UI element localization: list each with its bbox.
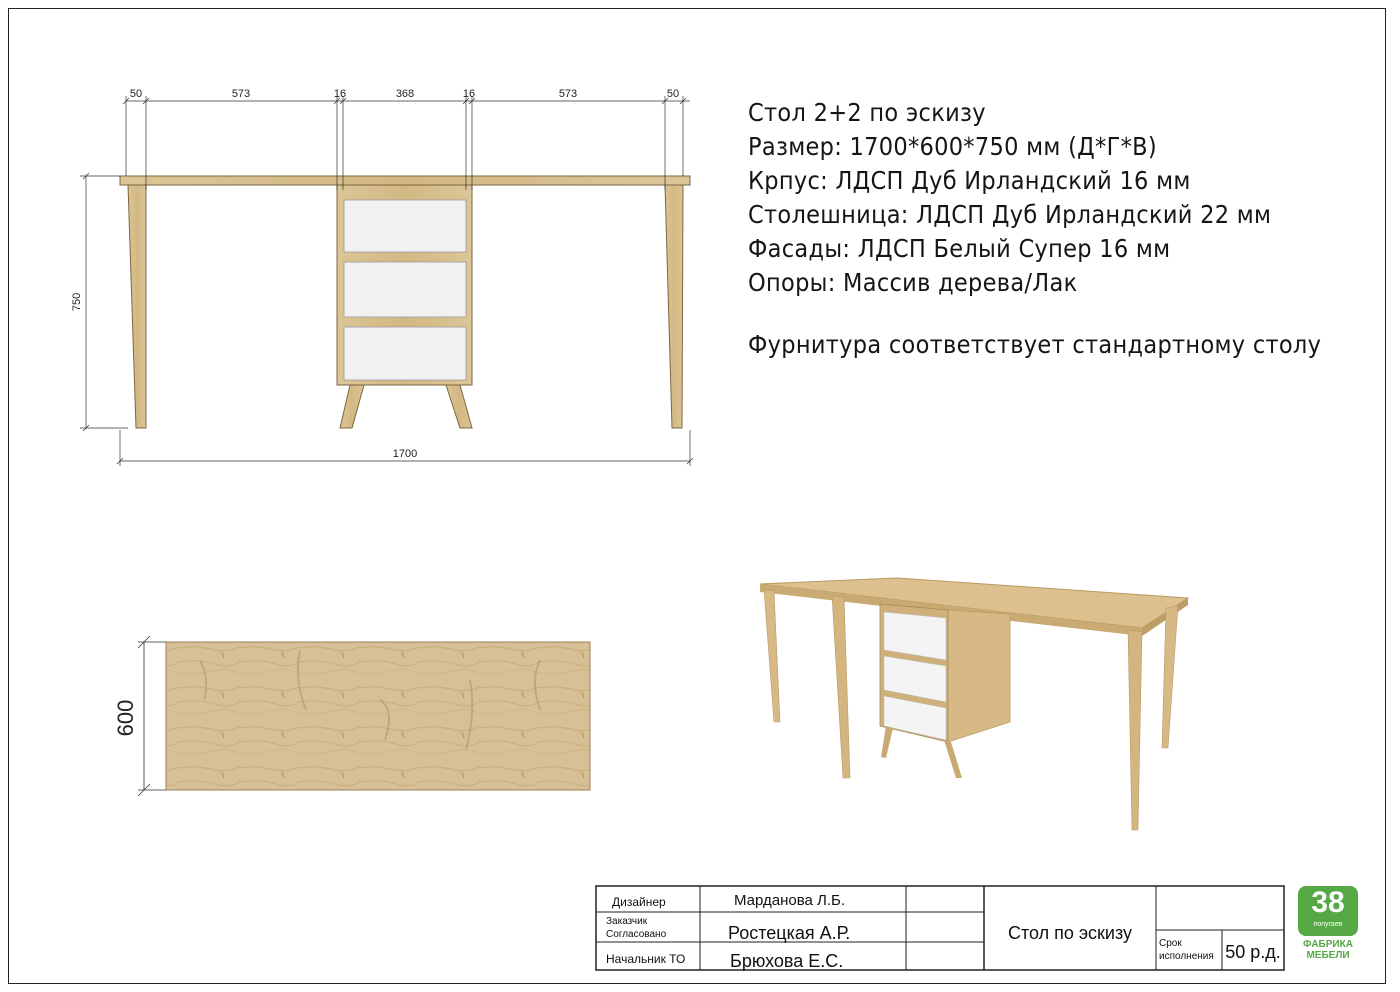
dim-length: 1700: [392, 448, 418, 460]
tb-role-3: Начальник ТО: [606, 952, 686, 966]
logo-small-text: попугаев: [1313, 921, 1343, 928]
specification: [748, 96, 1368, 362]
spec-line-5: Фасады: ЛДСП Белый Супер 16 мм: [748, 234, 1171, 263]
drawer-facade-2: [344, 262, 466, 317]
logo-number: 38: [1311, 886, 1345, 919]
tb-term-label-b: исполнения: [1159, 951, 1214, 962]
spec-line-2: Размер: 1700*600*750 мм (Д*Г*В): [748, 132, 1157, 161]
company-logo: [1298, 886, 1362, 972]
logo-subtitle: ФАБРИКА МЕБЕЛИ: [1303, 939, 1353, 961]
tb-role-2b: Согласовано: [606, 929, 667, 940]
dim-top-7: 50: [666, 88, 680, 100]
tb-role-2a: Заказчик: [606, 916, 648, 927]
render-leg-4: [1162, 606, 1178, 748]
dim-height: 750: [71, 292, 83, 312]
tb-term-value: 50 р.д.: [1225, 942, 1281, 962]
height-dimension-line: [80, 173, 128, 431]
logo-badge: [1298, 886, 1358, 936]
spec-line-6: Опоры: Массив дерева/Лак: [748, 268, 1078, 297]
spec-note: Фурнитура соответствует стандартному столу: [748, 330, 1322, 359]
render-leg-3: [1128, 630, 1142, 830]
left-leg: [128, 185, 146, 428]
dim-top-6: 573: [558, 88, 578, 100]
dim-top-4: 368: [395, 88, 415, 100]
dim-top-5: 16: [462, 88, 476, 100]
dim-top-1: 50: [129, 88, 143, 100]
tb-role-1: Дизайнер: [612, 895, 666, 909]
tabletop-swatch: [166, 642, 590, 790]
tb-name-2: Ростецкая А.Р.: [728, 923, 851, 943]
tb-name-3: Брюхова Е.С.: [730, 951, 844, 971]
render-leg-1: [764, 590, 780, 722]
tb-term-label-a: Срок: [1159, 938, 1182, 949]
pedestal-leg-right: [446, 385, 472, 428]
right-leg: [665, 185, 683, 428]
spec-line-3: Крпус: ЛДСП Дуб Ирландский 16 мм: [748, 166, 1191, 195]
render-leg-2: [832, 596, 850, 778]
depth-dimension-line: [138, 636, 166, 796]
render-pedestal-side: [948, 610, 1010, 742]
tb-title: Стол по эскизу: [1007, 923, 1133, 943]
spec-line-4: Столешница: ЛДСП Дуб Ирландский 22 мм: [748, 200, 1272, 229]
drawer-facade-3: [344, 327, 466, 380]
table-render: [760, 578, 1188, 830]
front-elevation: [71, 88, 693, 466]
tabletop-plan: [113, 636, 590, 796]
pedestal-leg-left: [340, 385, 364, 428]
drawer-facade-1: [344, 200, 466, 252]
spec-line-1: Стол 2+2 по эскизу: [748, 98, 986, 127]
dim-top-3: 16: [333, 88, 347, 100]
dim-top-2: 573: [231, 88, 251, 100]
table-top: [120, 176, 690, 185]
tb-name-1: Марданова Л.Б.: [734, 892, 846, 909]
dim-depth: 600: [113, 699, 138, 737]
